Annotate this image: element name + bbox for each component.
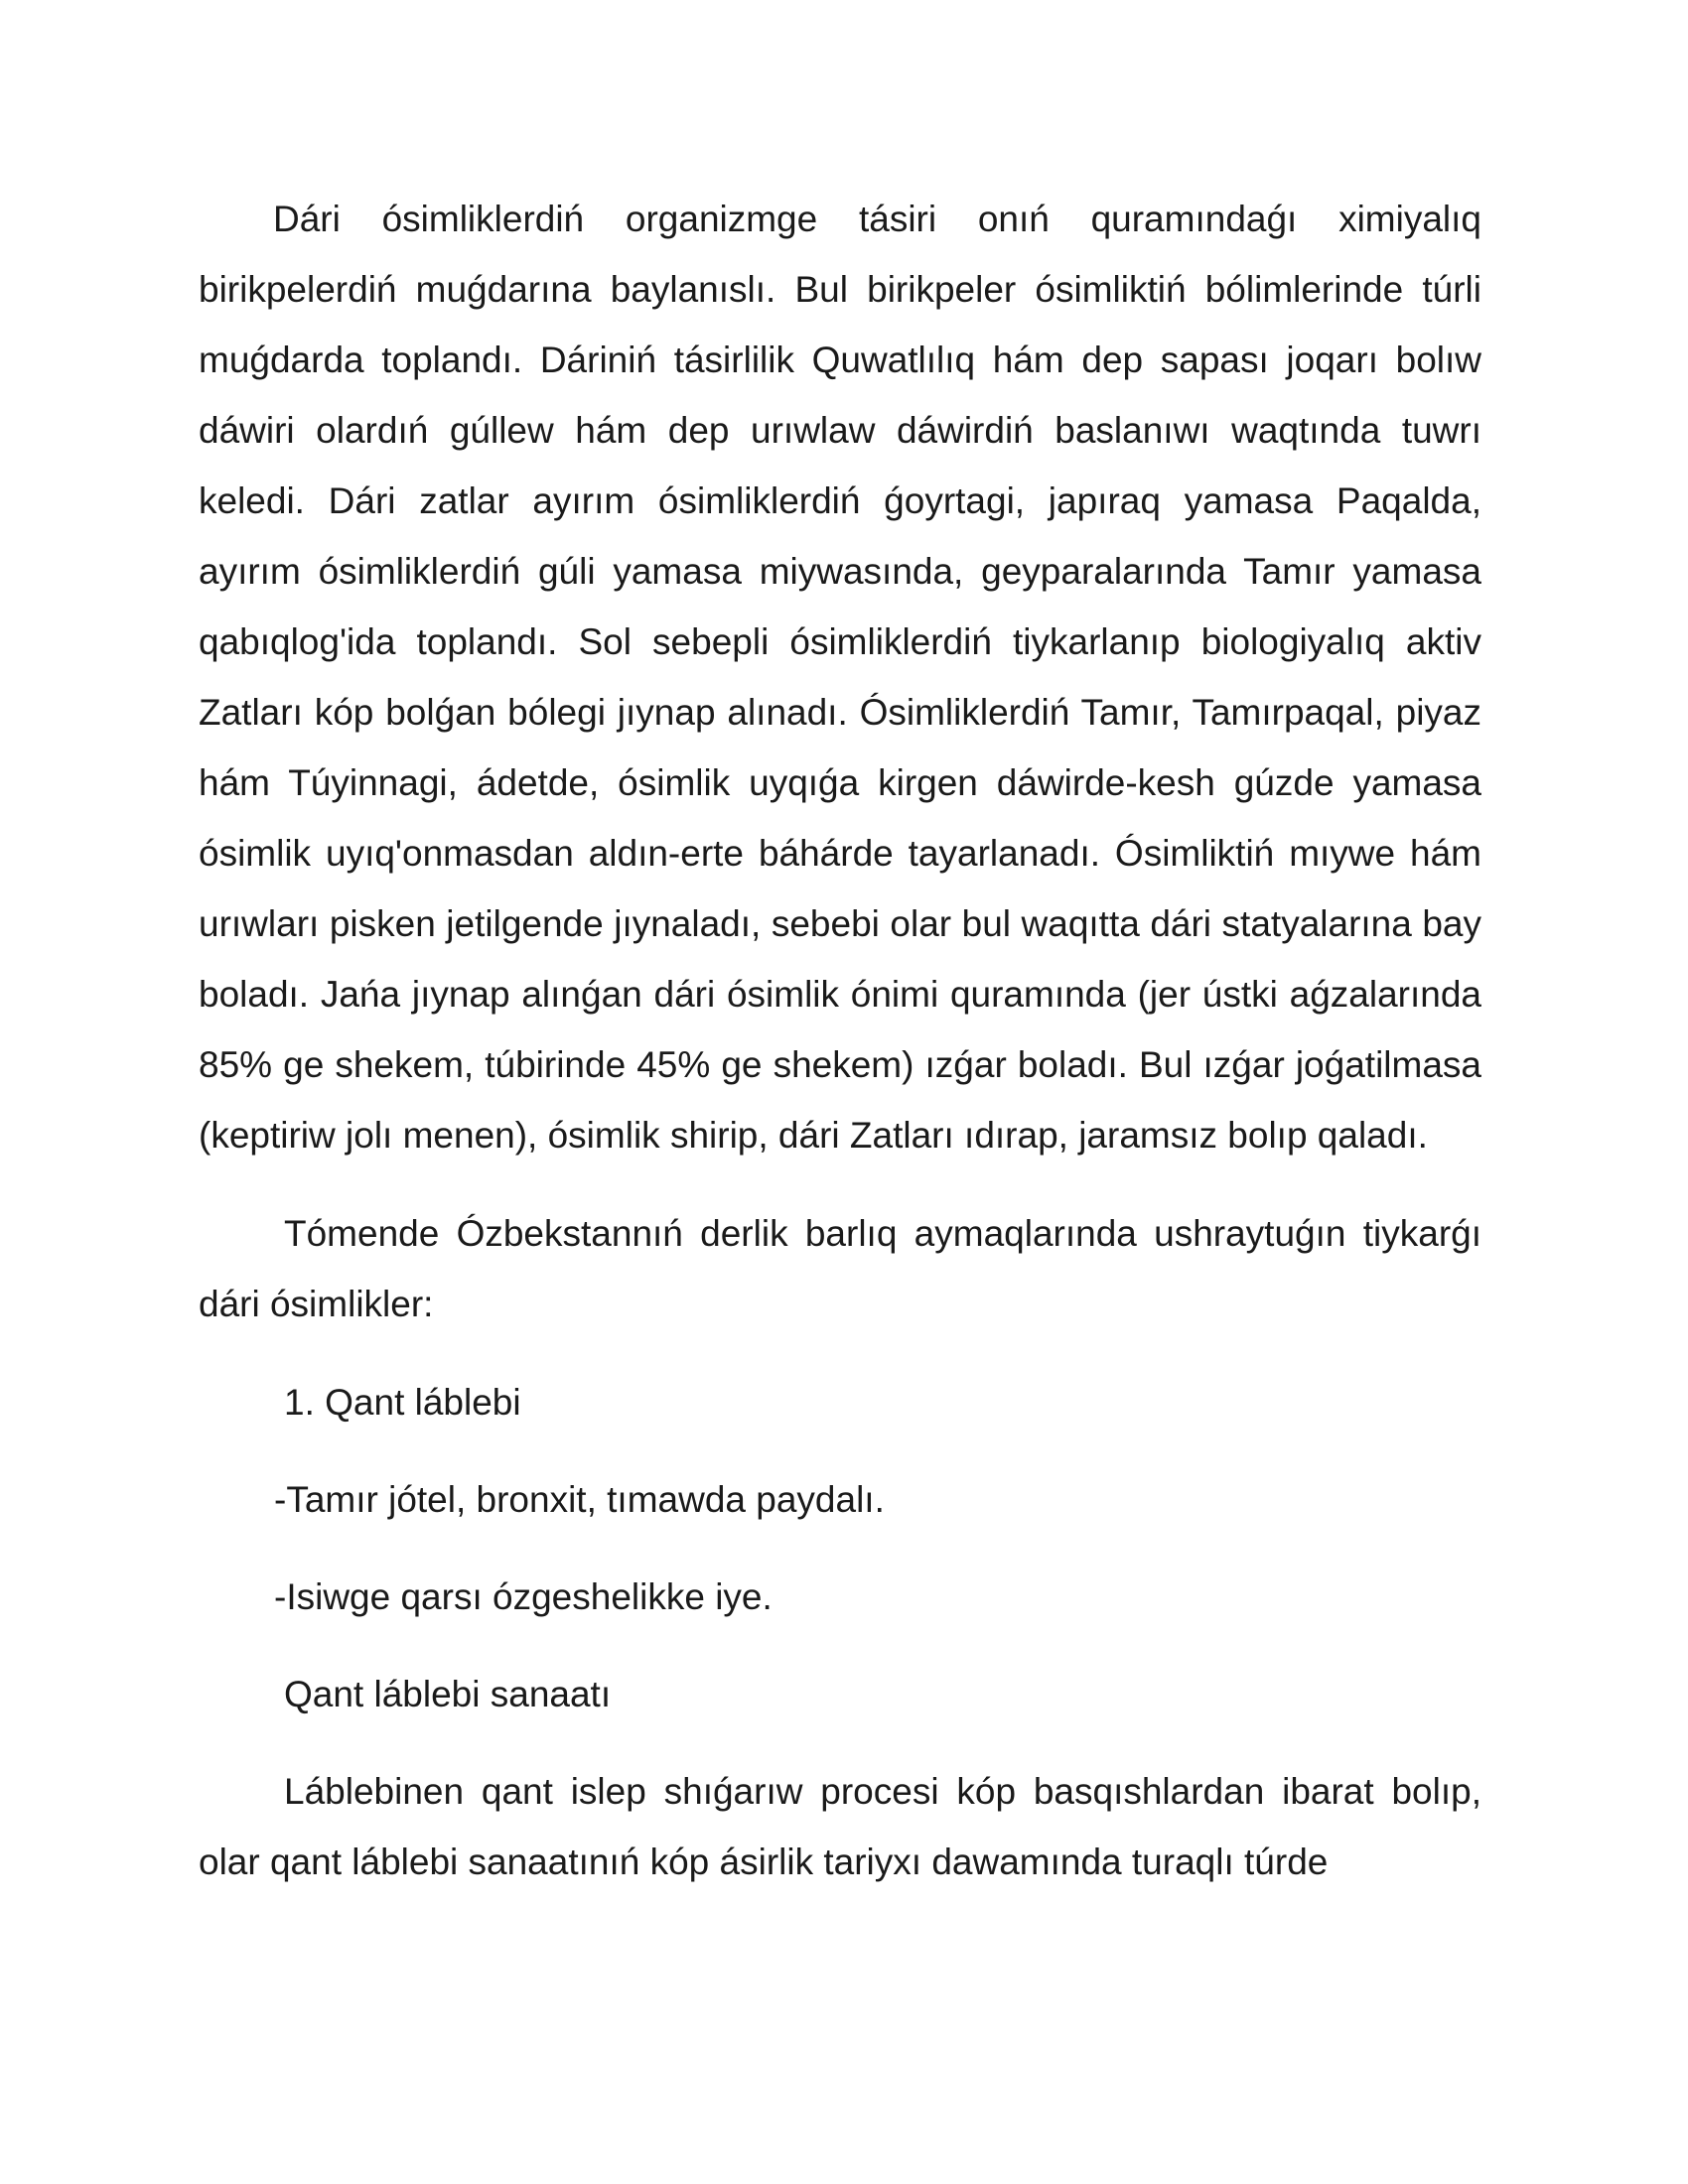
bullet-line-2: -Isiwge qarsı ózgeshelikke iye. xyxy=(274,1576,773,1617)
bullet-line-1: -Tamır jótel, bronxit, tımawda paydalı. xyxy=(274,1479,885,1520)
body-paragraph-intro: Dári ósimliklerdiń organizmge tásiri onıń quramındaǵı ximiyalıq birikpelerdiń muǵdarına baylanıslı. Bul birikpeler ósimliktiń bólimlerinde túrli muǵdarda toplandı. Dáriniń tásirlilik Quwatlılıq hám dep sapası joqarı bolıw dáwiri olardıń gúllew hám dep urıwlaw dáwirdiń baslanıwı waqtında tuwrı keledi. Dári zatlar ayırım ósimliklerdiń ǵoyrtagi, japıraq yamasa Paqalda, ayırım ósimliklerdiń gúli yamasa miywasında, geyparalarında Tamır yamasa qabıqlog'ida toplandı. Sol sebepli ósimliklerdiń tiykarlanıp biologiyalıq aktiv Zatları kóp bolǵan bólegi jıynap alınadı. Ósimliklerdiń Tamır, Tamırpaqal, piyaz hám Túyinnagi, ádetde, ósimlik uyqıǵa kirgen dáwirde-kesh gúzde yamasa ósimlik uyıq'onmasdan aldın-erte báhárde tayarlanadı. Ósimliktiń mıywe hám urıwları pisken jetilgende jıynaladı, sebebi olar bul waqıtta dári statyalarına bay boladı. Jańa jıynap alınǵan dári ósimlik ónimi quramında (jer ústki aǵzalarında 85% ge shekem, túbirinde 45% ge shekem) ızǵar boladı. Bul ızǵar joǵatilmasa (keptiriw jolı menen), ósimlik shirip, dári Zatları ıdırap, jaramsız bolıp qaladı. xyxy=(199,199,1481,1156)
numbered-item-heading: 1. Qant láblebi xyxy=(284,1382,521,1423)
body-paragraph-list-intro: Tómende Ózbekstannıń derlik barlıq aymaqlarında ushraytuǵın tiykarǵı dári ósimlikler: xyxy=(199,1213,1481,1324)
document-page xyxy=(199,184,1481,1897)
section-subheading: Qant láblebi sanaatı xyxy=(284,1674,612,1714)
body-paragraph-process: Láblebinen qant islep shıǵarıw procesi kóp basqıshlardan ibarat bolıp, olar qant láblebi sanaatınıń kóp ásirlik tariyxı dawamında turaqlı túrde xyxy=(199,1771,1481,1882)
